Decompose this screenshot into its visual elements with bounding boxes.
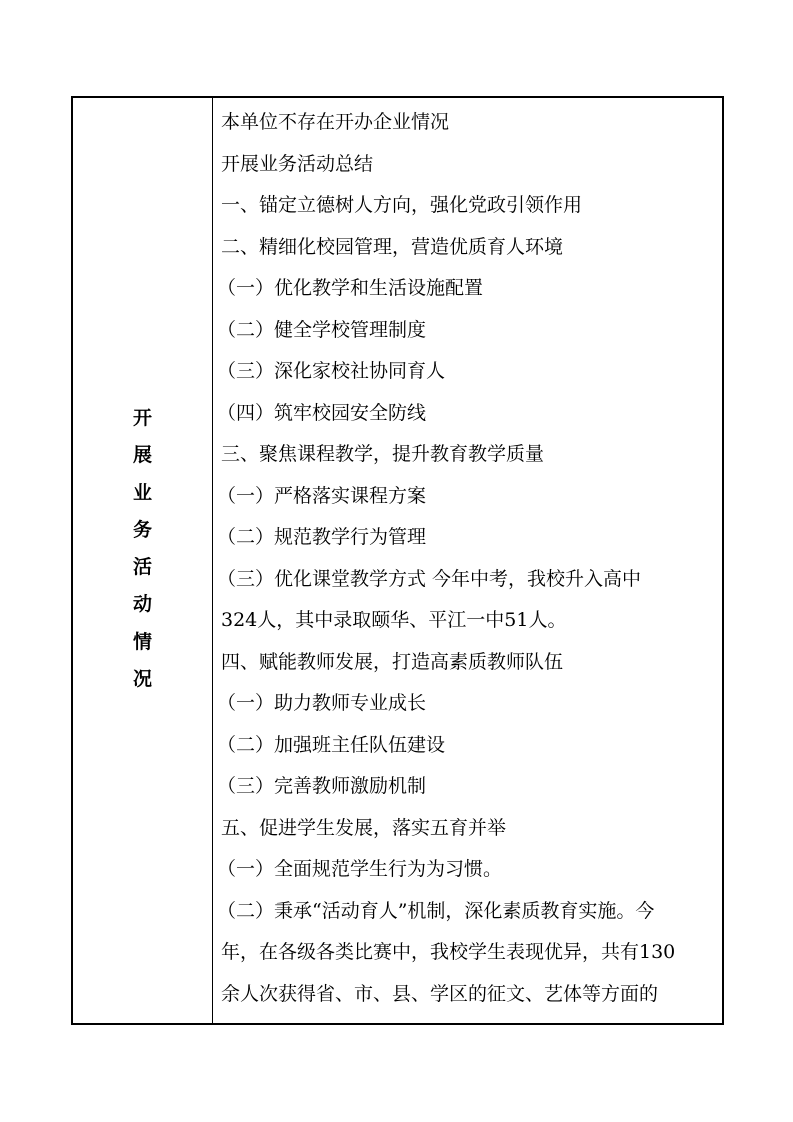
section-label-char: 情 xyxy=(132,630,152,653)
text-line: 三、聚焦课程教学，提升教育教学质量 xyxy=(221,443,545,465)
text-line: （三）完善教师激励机制 xyxy=(217,775,427,797)
text-line: （三）深化家校社协同育人 xyxy=(217,360,446,382)
text-line: 开展业务活动总结 xyxy=(221,152,374,175)
text-line: （四）筑牢校园安全防线 xyxy=(217,401,427,424)
section-label-cell xyxy=(73,98,213,1023)
text-line: （一）全面规范学生行为为习惯。 xyxy=(217,858,503,880)
section-label-char: 动 xyxy=(132,593,152,616)
text-line: 本单位不存在开办企业情况 xyxy=(221,111,450,133)
text-line: （二）健全学校管理制度 xyxy=(217,318,427,341)
section-label-char: 况 xyxy=(132,668,152,691)
text-line: 324人，其中录取颐华、平江一中51人。 xyxy=(221,609,567,631)
text-line: 二、精细化校园管理，营造优质育人环境 xyxy=(221,235,564,258)
text-line: 五、促进学生发展，落实五育并举 xyxy=(221,816,507,839)
text-line: 余人次获得省、市、县、学区的征文、艺体等方面的 xyxy=(221,982,659,1005)
activity-table xyxy=(71,96,724,1025)
text-line: （一）优化教学和生活设施配置 xyxy=(217,277,484,299)
section-label-char: 务 xyxy=(132,518,152,541)
text-line: （一）助力教师专业成长 xyxy=(217,692,427,714)
section-label xyxy=(133,400,152,698)
text-line: （三）优化课堂教学方式 今年中考，我校升入高中 xyxy=(217,567,642,590)
section-label-char: 业 xyxy=(132,481,152,504)
section-label-char: 开 xyxy=(132,407,152,429)
text-line: （二）加强班主任队伍建设 xyxy=(217,733,446,756)
section-label-char: 展 xyxy=(132,444,152,467)
content-cell xyxy=(213,98,722,1023)
text-line: 一、锚定立德树人方向，强化党政引领作用 xyxy=(221,194,583,216)
text-line: 四、赋能教师发展，打造高素质教师队伍 xyxy=(221,650,564,673)
text-line: （二）规范教学行为管理 xyxy=(217,526,427,548)
text-line: 年，在各级各类比赛中，我校学生表现优异，共有130 xyxy=(221,941,676,963)
text-line: （二）秉承“活动育人”机制，深化素质教育实施。今 xyxy=(217,899,655,922)
section-label-char: 活 xyxy=(132,556,152,579)
text-line: （一）严格落实课程方案 xyxy=(217,484,427,507)
